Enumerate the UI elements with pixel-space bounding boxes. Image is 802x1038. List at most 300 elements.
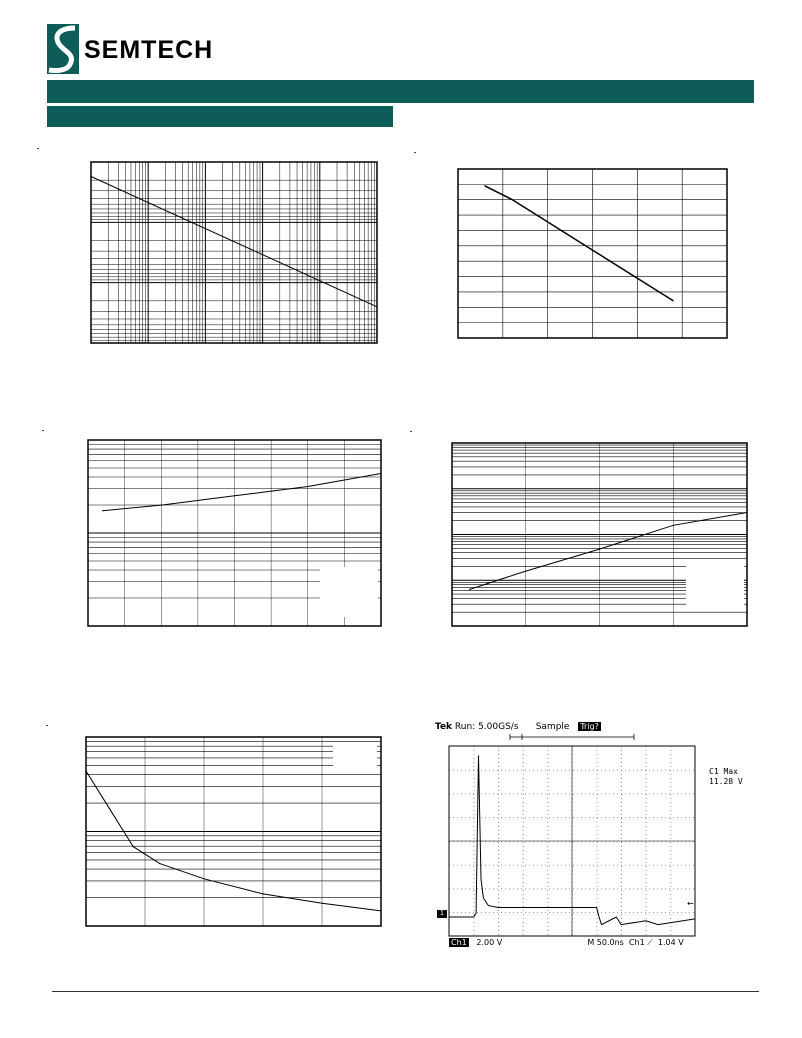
scope-graticule-dot xyxy=(577,817,578,818)
scope-graticule-dot xyxy=(629,770,630,771)
scope-graticule-dot xyxy=(693,889,694,890)
scope-graticule-dot xyxy=(670,850,671,851)
scope-graticule-dot xyxy=(505,912,506,913)
scope-graticule-dot xyxy=(474,878,475,879)
scope-graticule-dot xyxy=(597,762,598,763)
scope-graticule-dot xyxy=(589,770,590,771)
scope-graticule-dot xyxy=(661,889,662,890)
scope-graticule-dot xyxy=(670,894,671,895)
scope-graticule-dot xyxy=(541,912,542,913)
scope-graticule-dot xyxy=(646,914,647,915)
scope-graticule-dot xyxy=(474,930,475,931)
scope-graticule-dot xyxy=(597,870,598,871)
scope-graticule-dot xyxy=(625,770,626,771)
scope-graticule-dot xyxy=(669,912,670,913)
scope-graticule-dot xyxy=(513,794,514,795)
scope-graticule-dot xyxy=(597,878,598,879)
scope-graticule-dot xyxy=(597,858,598,859)
scope-graticule-dot xyxy=(621,918,622,919)
scope-graticule-dot xyxy=(497,912,498,913)
scope-graticule-dot xyxy=(646,854,647,855)
chart-2-linear xyxy=(458,169,727,338)
scope-graticule-dot xyxy=(646,842,647,843)
scope-graticule-dot xyxy=(597,830,598,831)
scope-graticule-dot xyxy=(545,770,546,771)
scope-graticule-dot xyxy=(621,902,622,903)
scope-graticule-dot xyxy=(509,889,510,890)
scope-graticule-dot xyxy=(523,930,524,931)
scope-graticule-dot xyxy=(670,762,671,763)
scope-graticule-dot xyxy=(545,794,546,795)
scope-graticule-dot xyxy=(525,912,526,913)
scope-graticule-dot xyxy=(523,814,524,815)
scope-graticule-dot xyxy=(569,865,570,866)
scope-graticule-dot xyxy=(670,926,671,927)
scope-graticule-dot xyxy=(525,865,526,866)
scope-graticule-dot xyxy=(597,806,598,807)
scope-graticule-dot xyxy=(541,889,542,890)
scope-graticule-dot xyxy=(597,770,598,771)
scope-graticule-dot xyxy=(669,770,670,771)
scope-graticule-dot xyxy=(597,810,598,811)
scope-graticule-dot xyxy=(545,865,546,866)
scope-graticule-dot xyxy=(646,822,647,823)
scope-graticule-dot xyxy=(629,889,630,890)
scope-measurement-value: 11.28 V xyxy=(709,777,743,786)
scope-graticule-dot xyxy=(609,912,610,913)
scope-graticule-dot xyxy=(523,786,524,787)
scope-graticule-dot xyxy=(597,862,598,863)
scope-graticule-dot xyxy=(523,806,524,807)
scope-graticule-dot xyxy=(547,758,548,759)
scope-graticule-dot xyxy=(565,794,566,795)
scope-graticule-dot xyxy=(621,762,622,763)
scope-graticule-dot xyxy=(689,770,690,771)
scope-graticule-dot xyxy=(474,890,475,891)
scope-graticule-dot xyxy=(557,865,558,866)
scope-graticule-dot xyxy=(597,926,598,927)
scope-graticule-dot xyxy=(670,874,671,875)
scope-graticule-dot xyxy=(473,865,474,866)
scope-graticule-dot xyxy=(461,865,462,866)
scope-graticule-dot xyxy=(597,902,598,903)
scope-graticule-dot xyxy=(597,834,598,835)
scope-graticule-dot xyxy=(569,794,570,795)
scope-graticule-dot xyxy=(477,889,478,890)
scope-graticule-dot xyxy=(498,918,499,919)
scope-graticule-dot xyxy=(621,870,622,871)
scope-graticule-dot xyxy=(523,910,524,911)
scope-graticule-dot xyxy=(645,794,646,795)
scope-graticule-dot xyxy=(474,818,475,819)
scope-graticule-dot xyxy=(547,830,548,831)
footer-rule xyxy=(52,991,759,992)
scope-graticule-dot xyxy=(645,912,646,913)
scope-graticule-dot xyxy=(553,889,554,890)
scope-graticule-dot xyxy=(613,865,614,866)
scope-graticule-dot xyxy=(485,912,486,913)
scope-graticule-dot xyxy=(633,770,634,771)
scope-graticule-dot xyxy=(498,838,499,839)
scope-graticule-dot xyxy=(677,770,678,771)
scope-graticule-dot xyxy=(549,770,550,771)
data-point xyxy=(673,300,674,301)
scope-graticule-dot xyxy=(523,782,524,783)
scope-graticule-dot xyxy=(521,912,522,913)
scope-graticule-dot xyxy=(601,865,602,866)
scope-graticule-dot xyxy=(621,794,622,795)
scope-graticule-dot xyxy=(547,882,548,883)
scope-graticule-dot xyxy=(533,817,534,818)
data-point xyxy=(203,878,204,879)
scope-graticule-dot xyxy=(670,918,671,919)
scope-graticule-dot xyxy=(613,794,614,795)
scope-graticule-dot xyxy=(637,912,638,913)
data-point xyxy=(538,216,539,217)
scope-graticule-dot xyxy=(677,794,678,795)
scope-graticule-dot xyxy=(498,882,499,883)
scope-graticule-dot xyxy=(646,918,647,919)
scope-graticule-dot xyxy=(525,770,526,771)
scope-graticule-dot xyxy=(498,782,499,783)
scope-graticule-dot xyxy=(573,865,574,866)
scope-graticule-dot xyxy=(489,865,490,866)
scope-trigger-level: 1.04 V xyxy=(657,938,684,947)
scope-graticule-dot xyxy=(498,758,499,759)
scope-graticule-dot xyxy=(523,886,524,887)
scope-graticule-dot xyxy=(677,865,678,866)
scope-graticule-dot xyxy=(646,798,647,799)
data-point xyxy=(646,283,647,284)
scope-graticule-dot xyxy=(557,889,558,890)
scope-graticule-dot xyxy=(577,865,578,866)
scope-graticule-dot xyxy=(517,817,518,818)
scope-graticule-dot xyxy=(646,902,647,903)
scope-graticule-dot xyxy=(621,912,622,913)
scope-graticule-dot xyxy=(621,850,622,851)
scope-graticule-dot xyxy=(474,866,475,867)
scope-graticule-dot xyxy=(609,794,610,795)
scope-graticule-dot xyxy=(547,850,548,851)
scope-graticule-dot xyxy=(597,822,598,823)
scope-graticule-dot xyxy=(537,794,538,795)
scope-graticule-dot xyxy=(473,770,474,771)
scope-graticule-dot xyxy=(646,910,647,911)
scope-graticule-dot xyxy=(453,794,454,795)
scope-graticule-dot xyxy=(498,766,499,767)
scope-graticule-dot xyxy=(523,854,524,855)
scope-graticule-dot xyxy=(573,770,574,771)
scope-graticule-dot xyxy=(665,912,666,913)
scope-graticule-dot xyxy=(549,817,550,818)
scope-graticule-dot xyxy=(498,890,499,891)
scope-graticule-dot xyxy=(547,866,548,867)
scope-graticule-dot xyxy=(474,882,475,883)
scope-graticule-dot xyxy=(498,790,499,791)
scope-graticule-dot xyxy=(593,770,594,771)
scope-graticule-dot xyxy=(547,886,548,887)
scope-graticule-dot xyxy=(693,794,694,795)
scope-graticule-dot xyxy=(633,817,634,818)
scope-graticule-dot xyxy=(646,874,647,875)
scope-graticule-dot xyxy=(670,882,671,883)
scope-graticule-dot xyxy=(593,865,594,866)
scope-graticule-dot xyxy=(581,889,582,890)
scope-graticule-dot xyxy=(473,912,474,913)
scope-graticule-dot xyxy=(621,906,622,907)
scope-graticule-dot xyxy=(670,910,671,911)
scope-graticule-dot xyxy=(670,830,671,831)
scope-graticule-dot xyxy=(601,770,602,771)
data-point xyxy=(159,863,160,864)
scope-graticule-dot xyxy=(657,770,658,771)
scope-graticule-dot xyxy=(646,878,647,879)
scope-graticule-dot xyxy=(493,865,494,866)
scope-graticule-dot xyxy=(693,865,694,866)
scope-graticule-dot xyxy=(457,912,458,913)
scope-graticule-dot xyxy=(646,806,647,807)
scope-graticule-dot xyxy=(501,794,502,795)
scope-graticule-dot xyxy=(597,890,598,891)
scope-graticule-dot xyxy=(501,865,502,866)
scope-graticule-dot xyxy=(621,858,622,859)
scope-graticule-dot xyxy=(453,889,454,890)
chart-4-semilog xyxy=(452,443,747,626)
scope-graticule-dot xyxy=(517,770,518,771)
scope-graticule-dot xyxy=(589,794,590,795)
data-point xyxy=(321,903,322,904)
scope-graticule-dot xyxy=(498,750,499,751)
scope-graticule-dot xyxy=(474,834,475,835)
scope-graticule-dot xyxy=(565,912,566,913)
scope-graticule-dot xyxy=(465,770,466,771)
scope-graticule-dot xyxy=(557,770,558,771)
scope-graticule-dot xyxy=(498,902,499,903)
scope-graticule-dot xyxy=(646,862,647,863)
scope-graticule-dot xyxy=(613,912,614,913)
scope-graticule-dot xyxy=(621,782,622,783)
scope-graticule-dot xyxy=(501,889,502,890)
scope-graticule-dot xyxy=(646,802,647,803)
data-point xyxy=(746,512,747,513)
scope-graticule-dot xyxy=(498,886,499,887)
scope-graticule-dot xyxy=(523,766,524,767)
scope-graticule-dot xyxy=(547,802,548,803)
figure-mark xyxy=(37,148,39,149)
scope-graticule-dot xyxy=(498,834,499,835)
scope-graticule-dot xyxy=(641,794,642,795)
scope-graticule-dot xyxy=(533,770,534,771)
section-band xyxy=(47,106,393,127)
scope-graticule-dot xyxy=(457,794,458,795)
scope-graticule-dot xyxy=(646,810,647,811)
scope-graticule-dot xyxy=(505,794,506,795)
scope-graticule-dot xyxy=(545,912,546,913)
data-point xyxy=(673,525,674,526)
scope-graticule-dot xyxy=(537,770,538,771)
scope-graticule-dot xyxy=(523,922,524,923)
scope-graticule-dot xyxy=(493,794,494,795)
scope-graticule-dot xyxy=(637,817,638,818)
scope-graticule-dot xyxy=(646,790,647,791)
scope-graticule-dot xyxy=(547,778,548,779)
scope-graticule-dot xyxy=(665,889,666,890)
scope-graticule-dot xyxy=(661,865,662,866)
scope-graticule-dot xyxy=(523,794,524,795)
scope-graticule-dot xyxy=(547,762,548,763)
scope-graticule-dot xyxy=(474,858,475,859)
scope-graticule-dot xyxy=(473,889,474,890)
scope-graticule-dot xyxy=(670,774,671,775)
scope-graticule-dot xyxy=(498,850,499,851)
scope-graticule-dot xyxy=(597,889,598,890)
scope-graticule-dot xyxy=(581,912,582,913)
data-point xyxy=(376,306,377,307)
scope-graticule-dot xyxy=(545,889,546,890)
scope-graticule-dot xyxy=(670,814,671,815)
scope-graticule-dot xyxy=(629,865,630,866)
scope-graticule-dot xyxy=(621,798,622,799)
scope-graticule-dot xyxy=(597,826,598,827)
scope-graticule-dot xyxy=(625,889,626,890)
scope-graticule-dot xyxy=(474,862,475,863)
scope-graticule-dot xyxy=(597,814,598,815)
scope-graticule-dot xyxy=(565,865,566,866)
scope-graticule-dot xyxy=(509,865,510,866)
scope-graticule-dot xyxy=(670,758,671,759)
scope-graticule-dot xyxy=(613,817,614,818)
scope-graticule-dot xyxy=(621,786,622,787)
scope-graticule-dot xyxy=(621,862,622,863)
scope-graticule-dot xyxy=(523,846,524,847)
scope-graticule-dot xyxy=(621,838,622,839)
scope-graticule-dot xyxy=(474,758,475,759)
scope-graticule-dot xyxy=(498,874,499,875)
scope-graticule-dot xyxy=(646,850,647,851)
scope-graticule-dot xyxy=(547,906,548,907)
scope-graticule-dot xyxy=(609,817,610,818)
scope-graticule-dot xyxy=(513,817,514,818)
scope-graticule-dot xyxy=(621,898,622,899)
scope-graticule-dot xyxy=(597,882,598,883)
scope-graticule-dot xyxy=(597,930,598,931)
scope-graticule-dot xyxy=(670,842,671,843)
scope-graticule-dot xyxy=(621,890,622,891)
scope-graticule-dot xyxy=(621,846,622,847)
scope-trigger-source: Ch1 xyxy=(628,938,645,947)
scope-graticule-dot xyxy=(670,902,671,903)
scope-graticule-dot xyxy=(523,818,524,819)
scope-graticule-dot xyxy=(553,770,554,771)
scope-graticule-dot xyxy=(553,817,554,818)
scope-graticule-dot xyxy=(646,906,647,907)
scope-graticule-dot xyxy=(670,930,671,931)
scope-graticule-dot xyxy=(547,818,548,819)
scope-graticule-dot xyxy=(513,865,514,866)
scope-graticule-dot xyxy=(633,889,634,890)
scope-graticule-dot xyxy=(621,802,622,803)
scope-graticule-dot xyxy=(670,826,671,827)
scope-graticule-dot xyxy=(685,889,686,890)
scope-graticule-dot xyxy=(523,798,524,799)
scope-graticule-dot xyxy=(547,878,548,879)
scope-graticule-dot xyxy=(670,858,671,859)
scope-graticule-dot xyxy=(621,754,622,755)
figure-mark xyxy=(414,152,416,153)
scope-graticule-dot xyxy=(457,817,458,818)
scope-graticule-dot xyxy=(673,912,674,913)
scope-graticule-dot xyxy=(493,889,494,890)
scope-graticule-dot xyxy=(474,774,475,775)
scope-graticule-dot xyxy=(621,826,622,827)
scope-graticule-dot xyxy=(670,834,671,835)
scope-graticule-dot xyxy=(646,890,647,891)
scope-graticule-dot xyxy=(498,862,499,863)
scope-graticule-dot xyxy=(646,866,647,867)
scope-graticule-dot xyxy=(493,817,494,818)
scope-graticule-dot xyxy=(633,912,634,913)
scope-graticule-dot xyxy=(629,794,630,795)
scope-graticule-dot xyxy=(474,806,475,807)
scope-graticule-dot xyxy=(498,858,499,859)
scope-graticule-dot xyxy=(673,770,674,771)
scope-graticule-dot xyxy=(498,818,499,819)
scope-trigger-badge: Trig? xyxy=(580,722,599,731)
scope-graticule-dot xyxy=(577,912,578,913)
scope-graticule-dot xyxy=(509,817,510,818)
scope-graticule-dot xyxy=(577,889,578,890)
scope-graticule-dot xyxy=(541,794,542,795)
data-point xyxy=(599,549,600,550)
scope-graticule-dot xyxy=(670,862,671,863)
scope-graticule-dot xyxy=(645,865,646,866)
scope-graticule-dot xyxy=(581,817,582,818)
scope-graticule-dot xyxy=(553,865,554,866)
scope-graticule-dot xyxy=(646,774,647,775)
scope-graticule-dot xyxy=(585,912,586,913)
scope-graticule-dot xyxy=(693,912,694,913)
scope-graticule-dot xyxy=(521,889,522,890)
scope-graticule-dot xyxy=(513,912,514,913)
scope-graticule-dot xyxy=(545,817,546,818)
scope-graticule-dot xyxy=(498,898,499,899)
scope-graticule-dot xyxy=(474,802,475,803)
scope-graticule-dot xyxy=(569,817,570,818)
scope-graticule-dot xyxy=(461,817,462,818)
scope-graticule-dot xyxy=(670,770,671,771)
scope-graticule-dot xyxy=(465,889,466,890)
scope-graticule-dot xyxy=(547,766,548,767)
scope-graticule-dot xyxy=(670,870,671,871)
scope-graticule-dot xyxy=(593,794,594,795)
chart-5-legend-box xyxy=(333,745,377,767)
scope-graticule-dot xyxy=(597,817,598,818)
scope-graticule-dot xyxy=(523,858,524,859)
scope-graticule-dot xyxy=(469,817,470,818)
scope-graticule-dot xyxy=(646,882,647,883)
scope-graticule-dot xyxy=(481,817,482,818)
scope-graticule-dot xyxy=(641,912,642,913)
scope-graticule-dot xyxy=(597,766,598,767)
scope-graticule-dot xyxy=(521,770,522,771)
scope-graticule-dot xyxy=(474,822,475,823)
data-point xyxy=(133,846,134,847)
scope-graticule-dot xyxy=(597,774,598,775)
scope-channel-marker: 1 xyxy=(437,910,447,918)
scope-graticule-dot xyxy=(629,912,630,913)
scope-footer xyxy=(449,938,699,950)
scope-graticule-dot xyxy=(547,862,548,863)
